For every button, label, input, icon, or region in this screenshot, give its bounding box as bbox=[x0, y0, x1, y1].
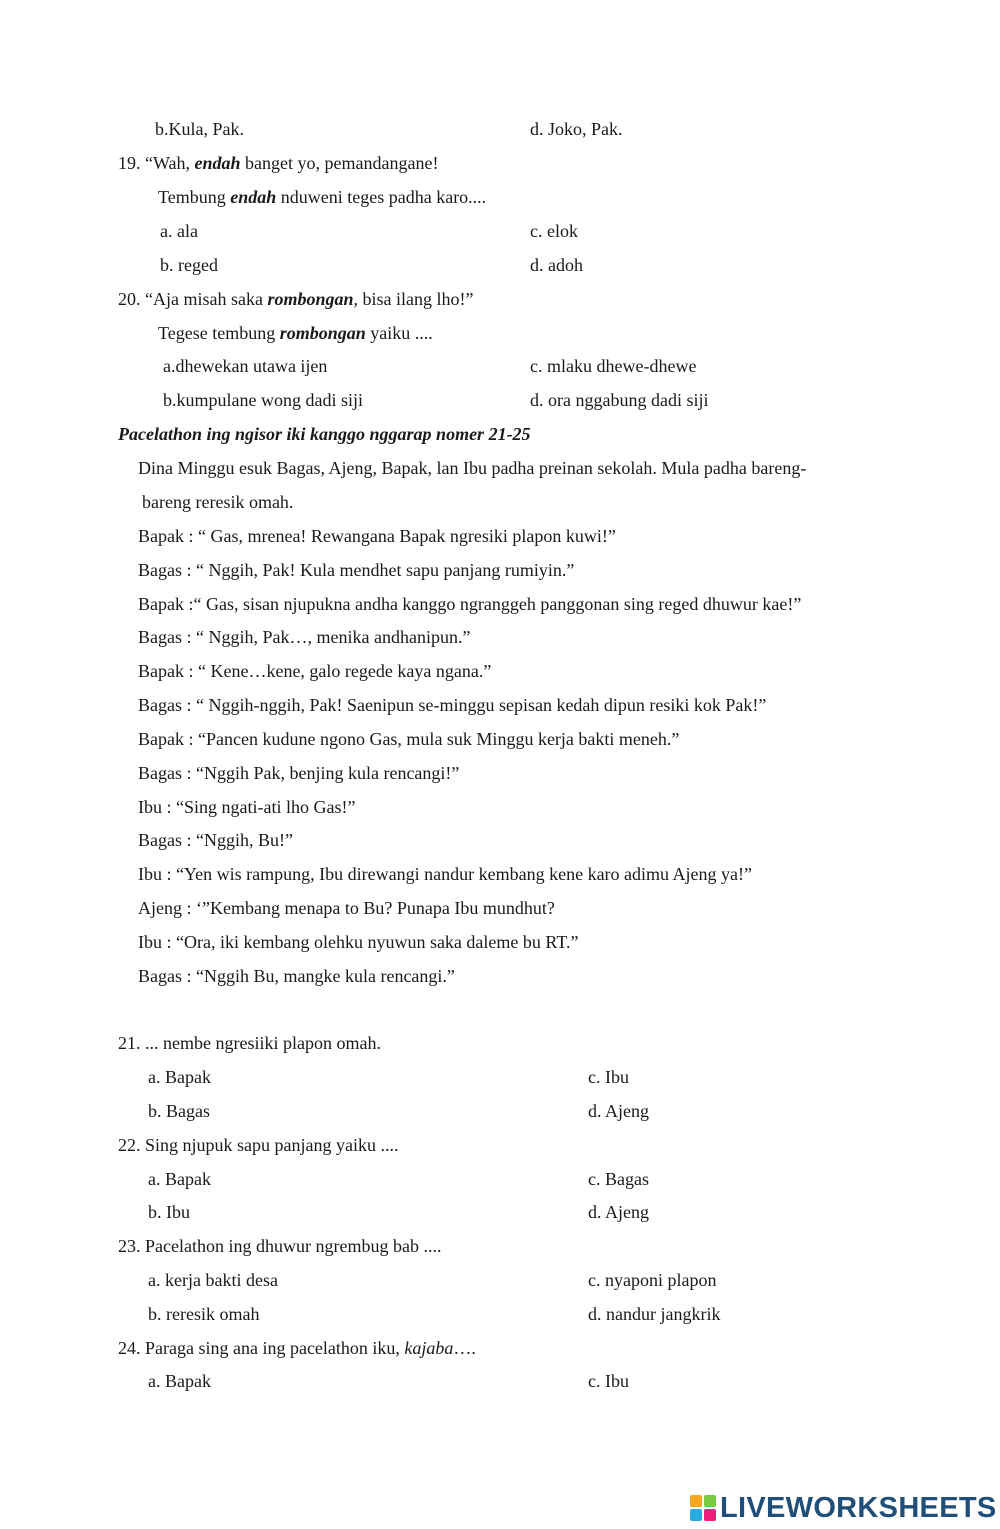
dialogue-line: Bapak : “ Kene…kene, galo regede kaya ngana.” bbox=[138, 661, 492, 681]
q22-option-a: a. Bapak bbox=[148, 1169, 211, 1189]
q19s-text-pre: Tembung bbox=[158, 187, 231, 207]
q19-question bbox=[118, 152, 438, 174]
q19-option-d: d. adoh bbox=[530, 255, 583, 275]
q19-text-pre: 19. “Wah, bbox=[118, 153, 195, 173]
dialogue-line: Bapak :“ Gas, sisan njupukna andha kanggo ngranggeh panggonan sing reged dhuwur kae!” bbox=[138, 594, 802, 614]
q24-question bbox=[118, 1337, 476, 1359]
dialogue-line: Bapak : “ Gas, mrenea! Rewangana Bapak ngresiki plapon kuwi!” bbox=[138, 526, 616, 546]
q21-question: 21. ... nembe ngresiiki plapon omah. bbox=[118, 1033, 381, 1053]
q18-option-b: b.Kula, Pak. bbox=[155, 119, 244, 139]
q20-option-a: a.dhewekan utawa ijen bbox=[163, 356, 328, 376]
q20-option-d: d. ora nggabung dadi siji bbox=[530, 390, 709, 410]
q24-option-c: c. Ibu bbox=[588, 1371, 629, 1391]
logo-mark-icon bbox=[690, 1495, 716, 1521]
dialogue-line: Bagas : “ Nggih, Pak…, menika andhanipun.” bbox=[138, 627, 471, 647]
q24-option-a: a. Bapak bbox=[148, 1371, 211, 1391]
q19-text-post: banget yo, pemandangane! bbox=[240, 153, 439, 173]
q19-subquestion bbox=[158, 186, 486, 208]
logo-square bbox=[704, 1495, 716, 1507]
dialogue-line: Bagas : “Nggih Bu, mangke kula rencangi.” bbox=[138, 966, 455, 986]
liveworksheets-logo bbox=[690, 1490, 997, 1526]
section-heading: Pacelathon ing ngisor iki kanggo nggarap nomer 21-25 bbox=[118, 424, 531, 444]
q19-option-a: a. ala bbox=[160, 221, 198, 241]
q21-option-a: a. Bapak bbox=[148, 1067, 211, 1087]
q22-option-b: b. Ibu bbox=[148, 1202, 190, 1222]
dialogue-line: Bagas : “ Nggih-nggih, Pak! Saenipun se-minggu sepisan kedah dipun resiki kok Pak!” bbox=[138, 695, 767, 715]
q22-option-d: d. Ajeng bbox=[588, 1202, 649, 1222]
dialogue-line: Bapak : “Pancen kudune ngono Gas, mula suk Minggu kerja bakti meneh.” bbox=[138, 729, 680, 749]
dialogue-line: Ajeng : ‘”Kembang menapa to Bu? Punapa Ibu mundhut? bbox=[138, 898, 555, 918]
dialogue-line: Bagas : “ Nggih, Pak! Kula mendhet sapu panjang rumiyin.” bbox=[138, 560, 575, 580]
q20-option-c: c. mlaku dhewe-dhewe bbox=[530, 356, 697, 376]
logo-square bbox=[690, 1495, 702, 1507]
logo-square bbox=[704, 1509, 716, 1521]
q24-text-pre: 24. Paraga sing ana ing pacelathon iku, bbox=[118, 1338, 405, 1358]
q19-option-c: c. elok bbox=[530, 221, 578, 241]
dialogue-line: Ibu : “Yen wis rampung, Ibu direwangi nandur kembang kene karo adimu Ajeng ya!” bbox=[138, 864, 753, 884]
q19-option-b: b. reged bbox=[160, 255, 218, 275]
q20-question bbox=[118, 288, 473, 310]
q19s-emphasis: endah bbox=[230, 187, 277, 207]
q23-option-c: c. nyaponi plapon bbox=[588, 1270, 717, 1290]
q23-option-b: b. reresik omah bbox=[148, 1304, 260, 1324]
q20s-text-post: yaiku .... bbox=[365, 323, 433, 343]
q20s-text-pre: Tegese tembung bbox=[158, 323, 280, 343]
q22-option-c: c. Bagas bbox=[588, 1169, 649, 1189]
q18-option-d: d. Joko, Pak. bbox=[530, 119, 623, 139]
q24-emphasis: kajaba bbox=[404, 1338, 454, 1358]
q22-question: 22. Sing njupuk sapu panjang yaiku .... bbox=[118, 1135, 399, 1155]
q23-option-d: d. nandur jangkrik bbox=[588, 1304, 721, 1324]
q23-question: 23. Pacelathon ing dhuwur ngrembug bab .... bbox=[118, 1236, 442, 1256]
dialogue-line: Bagas : “Nggih Pak, benjing kula rencangi!” bbox=[138, 763, 460, 783]
q20-text-pre: 20. “Aja misah saka bbox=[118, 289, 268, 309]
dialogue-line: Ibu : “Ora, iki kembang olehku nyuwun saka daleme bu RT.” bbox=[138, 932, 579, 952]
q21-option-d: d. Ajeng bbox=[588, 1101, 649, 1121]
q21-option-b: b. Bagas bbox=[148, 1101, 210, 1121]
q19s-text-post: nduweni teges padha karo.... bbox=[276, 187, 487, 207]
q20s-emphasis: rombongan bbox=[279, 323, 366, 343]
q19-emphasis: endah bbox=[194, 153, 241, 173]
q21-option-c: c. Ibu bbox=[588, 1067, 629, 1087]
logo-text: LIVEWORKSHEETS bbox=[720, 1491, 997, 1524]
dialogue-line: Bagas : “Nggih, Bu!” bbox=[138, 830, 293, 850]
intro-line-1: Dina Minggu esuk Bagas, Ajeng, Bapak, lan Ibu padha preinan sekolah. Mula padha bareng- bbox=[138, 458, 807, 478]
q20-option-b: b.kumpulane wong dadi siji bbox=[163, 390, 363, 410]
q20-emphasis: rombongan bbox=[267, 289, 354, 309]
logo-square bbox=[690, 1509, 702, 1521]
q23-option-a: a. kerja bakti desa bbox=[148, 1270, 278, 1290]
q20-text-post: , bisa ilang lho!” bbox=[353, 289, 474, 309]
q24-text-post: …. bbox=[453, 1338, 476, 1358]
dialogue-line: Ibu : “Sing ngati-ati lho Gas!” bbox=[138, 797, 356, 817]
q20-subquestion bbox=[158, 322, 433, 344]
intro-line-2: bareng reresik omah. bbox=[142, 492, 294, 512]
